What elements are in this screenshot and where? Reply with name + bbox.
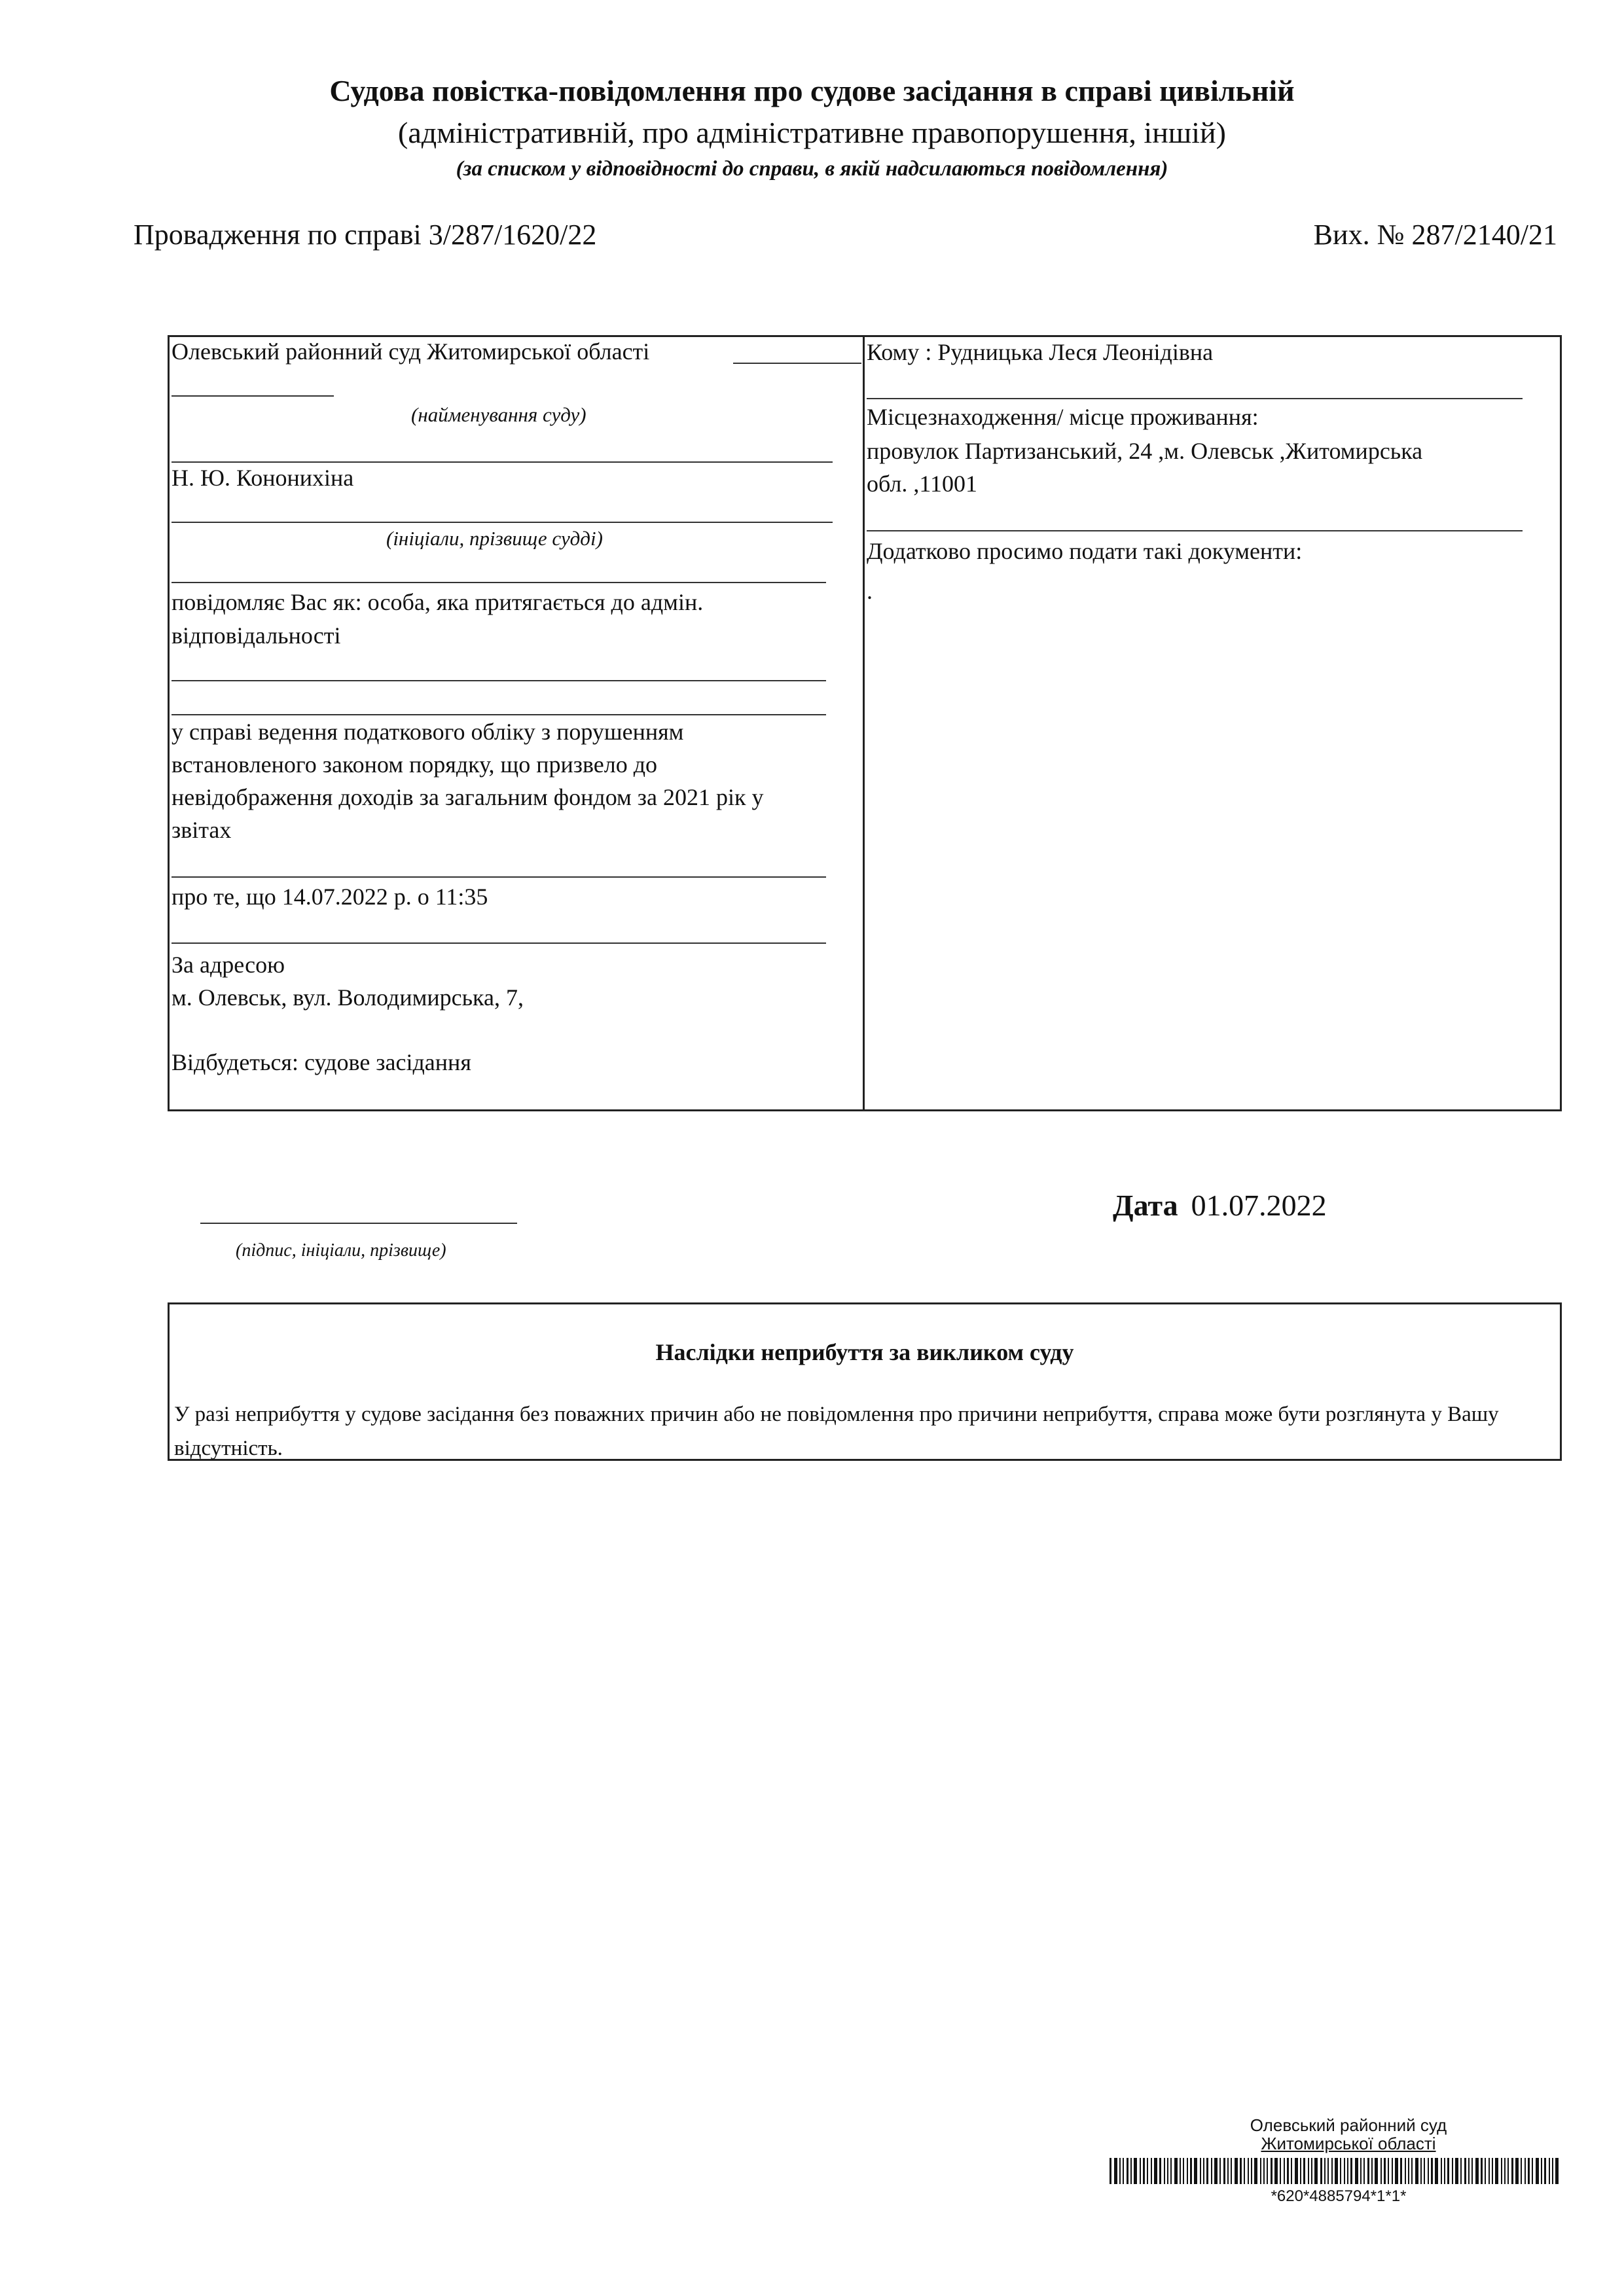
barcode-bar — [1300, 2158, 1301, 2184]
barcode-bar — [1140, 2158, 1141, 2184]
barcode-bar — [1360, 2158, 1362, 2184]
barcode-bar — [1460, 2158, 1462, 2184]
barcode-bar — [1528, 2158, 1530, 2184]
barcode-bar — [1327, 2158, 1329, 2184]
outgoing-number — [1314, 218, 1557, 251]
barcode-bar — [1200, 2158, 1201, 2184]
barcode-bar — [1549, 2158, 1550, 2184]
barcode-bar — [1555, 2158, 1559, 2184]
barcode-bar — [1384, 2158, 1386, 2184]
court-stamp — [1204, 2116, 1492, 2153]
barcode-bar — [1227, 2158, 1229, 2184]
barcode-bar — [1130, 2158, 1132, 2184]
barcode-bar — [1119, 2158, 1121, 2184]
barcode-bar — [1340, 2158, 1341, 2184]
barcode-bar — [1507, 2158, 1509, 2184]
barcode-bar — [1515, 2158, 1519, 2184]
barcode-bar — [1151, 2158, 1152, 2184]
divider-line — [171, 876, 826, 878]
barcode-bar — [1350, 2158, 1352, 2184]
barcode-bar — [1371, 2158, 1373, 2184]
barcode-bar — [1408, 2158, 1409, 2184]
location-label: Місцезнаходження/ місце проживання: — [867, 404, 1259, 430]
barcode-bar — [1521, 2158, 1522, 2184]
barcode-bar — [1485, 2158, 1486, 2184]
barcode-bar — [1244, 2158, 1245, 2184]
barcode-bar — [1388, 2158, 1389, 2184]
matter-line4: звітах — [171, 817, 232, 843]
barcode-bar — [1194, 2158, 1197, 2184]
matter-line3: невідображення доходів за загальним фондом за 2021 рік у — [171, 784, 764, 810]
barcode-bar — [1355, 2158, 1358, 2184]
case-reference — [134, 218, 596, 251]
barcode-bar — [1231, 2158, 1232, 2184]
barcode-bar — [1525, 2158, 1526, 2184]
documents-label: Додатково просимо подати такі документи: — [867, 538, 1303, 564]
judge-name: Н. Ю. Кононихіна — [171, 465, 354, 491]
barcode-bar — [1335, 2158, 1338, 2184]
hearing-address: м. Олевськ, вул. Володимирська, 7, — [171, 984, 524, 1011]
address-label: За адресою — [171, 952, 285, 978]
barcode-bar — [1235, 2158, 1238, 2184]
divider-line — [171, 942, 826, 944]
recipient: Кому : Рудницька Леся Леонідівна — [867, 339, 1214, 365]
barcode-bar — [1206, 2158, 1208, 2184]
court-name-underline-2 — [171, 395, 334, 397]
documents-value: . — [867, 578, 873, 604]
barcode-bar — [1311, 2158, 1312, 2184]
barcode-bar — [1159, 2158, 1161, 2184]
divider-line — [171, 582, 826, 583]
barcode-bar — [1544, 2158, 1546, 2184]
barcode-bar — [1291, 2158, 1292, 2184]
barcode-bar — [1324, 2158, 1326, 2184]
hearing-event: Відбудеться: судове засідання — [171, 1049, 471, 1075]
barcode-bar — [1468, 2158, 1470, 2184]
barcode-bar — [1492, 2158, 1493, 2184]
barcode-bar — [1541, 2158, 1542, 2184]
barcode-bar — [1532, 2158, 1533, 2184]
barcode-bar — [1219, 2158, 1221, 2184]
barcode-bar — [1536, 2158, 1539, 2184]
barcode-bar — [1441, 2158, 1442, 2184]
barcode-bar — [1280, 2158, 1281, 2184]
barcode-bar — [1223, 2158, 1225, 2184]
consequences-title: Наслідки неприбуття за викликом суду — [655, 1339, 1074, 1365]
barcode-bar — [1248, 2158, 1249, 2184]
barcode-bar — [1164, 2158, 1165, 2184]
barcode-bar — [1428, 2158, 1429, 2184]
barcode-bar — [1284, 2158, 1285, 2184]
barcode-bar — [1251, 2158, 1252, 2184]
stamp-line2: Житомирської області — [1261, 2134, 1436, 2153]
barcode-bar — [1380, 2158, 1382, 2184]
barcode-bar — [1123, 2158, 1124, 2184]
barcode-bar — [1471, 2158, 1473, 2184]
column-divider — [863, 335, 865, 1109]
barcode-bar — [1203, 2158, 1204, 2184]
document-note: (за списком у відповідності до справи, в якій надсилаються повідомлення) — [456, 157, 1168, 181]
barcode-bar — [1435, 2158, 1438, 2184]
barcode-bar — [1183, 2158, 1184, 2184]
barcode-bar — [1481, 2158, 1483, 2184]
issue-date — [1113, 1188, 1327, 1223]
barcode-bar — [1405, 2158, 1406, 2184]
barcode-bar — [1375, 2158, 1378, 2184]
signature-caption: (підпис, ініціали, прізвище) — [236, 1240, 446, 1261]
barcode-bar — [1170, 2158, 1172, 2184]
barcode-bar — [1254, 2158, 1257, 2184]
barcode-bar — [1363, 2158, 1365, 2184]
location-line2: обл. ,11001 — [867, 471, 978, 497]
barcode-bar — [1455, 2158, 1458, 2184]
barcode-bar — [1314, 2158, 1318, 2184]
barcode-bar — [1411, 2158, 1413, 2184]
court-name-underline — [733, 363, 861, 364]
barcode-bar — [1495, 2158, 1498, 2184]
barcode-bar — [1274, 2158, 1278, 2184]
barcode-bar — [1127, 2158, 1128, 2184]
out-label: Вих. № — [1313, 219, 1405, 251]
barcode-bar — [1320, 2158, 1322, 2184]
barcode-bar — [1552, 2158, 1553, 2184]
barcode-bar — [1489, 2158, 1490, 2184]
barcode-number: *620*4885794*1*1* — [1271, 2187, 1407, 2205]
barcode-bar — [1147, 2158, 1148, 2184]
barcode-bar — [1174, 2158, 1178, 2184]
barcode-bar — [1295, 2158, 1298, 2184]
barcode-bar — [1344, 2158, 1345, 2184]
barcode-bar — [1464, 2158, 1466, 2184]
barcode-bar — [1211, 2158, 1212, 2184]
barcode-bar — [1271, 2158, 1272, 2184]
signature-line — [200, 1223, 517, 1224]
date-value: 01.07.2022 — [1191, 1189, 1327, 1222]
barcode-bar — [1134, 2158, 1137, 2184]
barcode — [1110, 2158, 1561, 2184]
barcode-bar — [1431, 2158, 1433, 2184]
out-number-value: 287/2140/21 — [1411, 219, 1557, 251]
matter-line1: у справі ведення податкового обліку з порушенням — [171, 719, 684, 745]
document-title: Судова повістка-повідомлення про судове засідання в справі цивільній — [329, 74, 1295, 107]
barcode-bar — [1214, 2158, 1218, 2184]
judge-caption: (ініціали, прізвище судді) — [386, 527, 603, 550]
date-label: Дата — [1113, 1189, 1178, 1222]
barcode-bar — [1267, 2158, 1268, 2184]
case-label: Провадження по справі — [134, 219, 422, 251]
divider-line — [867, 530, 1523, 531]
barcode-bar — [1392, 2158, 1393, 2184]
barcode-bar — [1347, 2158, 1348, 2184]
barcode-bar — [1167, 2158, 1168, 2184]
notify-role-line2: відповідальності — [171, 622, 341, 649]
consequences-text: У разі неприбуття у судове засідання без поважних причин або не повідомлення про причини неприбуття, справа може бути розглянута у Вашу відсутність. — [174, 1403, 1499, 1460]
notify-role-line1: повідомляє Вас як: особа, яка притягається до адмін. — [171, 589, 704, 615]
barcode-bar — [1501, 2158, 1502, 2184]
court-name: Олевський районний суд Житомирської області — [171, 338, 650, 365]
document-subtitle: (адміністративній, про адміністративне правопорушення, іншій) — [398, 116, 1226, 149]
barcode-bar — [1110, 2158, 1111, 2184]
stamp-line1: Олевський районний суд — [1250, 2115, 1447, 2135]
barcode-bar — [1504, 2158, 1506, 2184]
divider-line — [171, 680, 826, 681]
barcode-bar — [1475, 2158, 1479, 2184]
barcode-bar — [1415, 2158, 1418, 2184]
barcode-bar — [1240, 2158, 1242, 2184]
barcode-bar — [1424, 2158, 1425, 2184]
hearing-datetime: про те, що 14.07.2022 р. о 11:35 — [171, 884, 488, 910]
divider-line — [171, 522, 833, 523]
barcode-bar — [1367, 2158, 1369, 2184]
barcode-bar — [1143, 2158, 1145, 2184]
barcode-bar — [1400, 2158, 1402, 2184]
barcode-bar — [1263, 2158, 1265, 2184]
court-caption: (найменування суду) — [411, 403, 586, 426]
barcode-bar — [1331, 2158, 1333, 2184]
barcode-bar — [1114, 2158, 1117, 2184]
location-line1: провулок Партизанський, 24 ,м. Олевськ ,Житомирська — [867, 438, 1423, 464]
barcode-bar — [1420, 2158, 1422, 2184]
barcode-bar — [1287, 2158, 1289, 2184]
case-number: 3/287/1620/22 — [428, 219, 597, 251]
divider-line — [867, 398, 1523, 399]
barcode-bar — [1447, 2158, 1449, 2184]
barcode-bar — [1190, 2158, 1192, 2184]
barcode-bar — [1180, 2158, 1181, 2184]
barcode-bar — [1260, 2158, 1261, 2184]
barcode-bar — [1511, 2158, 1513, 2184]
barcode-bar — [1452, 2158, 1453, 2184]
barcode-bar — [1395, 2158, 1398, 2184]
barcode-bar — [1154, 2158, 1157, 2184]
barcode-bar — [1444, 2158, 1445, 2184]
matter-line2: встановленого законом порядку, що призвело до — [171, 751, 658, 778]
barcode-bar — [1308, 2158, 1309, 2184]
barcode-bar — [1187, 2158, 1188, 2184]
barcode-bar — [1303, 2158, 1305, 2184]
